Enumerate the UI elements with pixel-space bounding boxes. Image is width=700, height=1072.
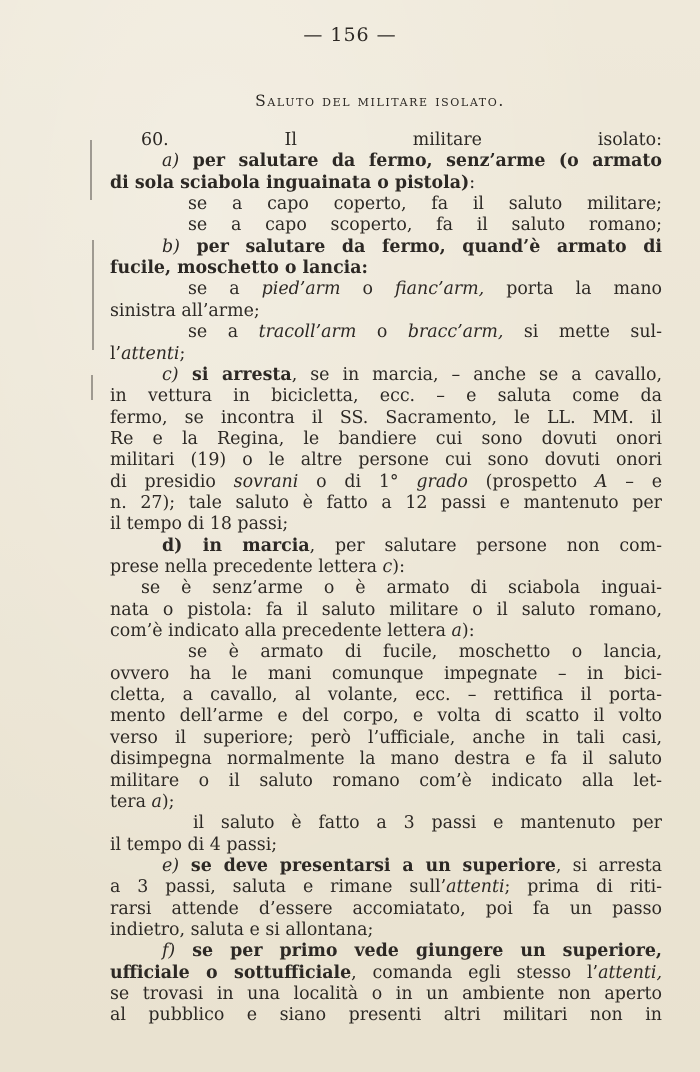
text-run: , per salutare persone non com- <box>309 535 662 556</box>
text-line <box>110 877 662 898</box>
page-number: — 156 — <box>303 24 397 46</box>
text-run: indietro, saluta e si allontana; <box>110 919 374 940</box>
text-line <box>110 899 662 920</box>
text-line <box>188 642 662 663</box>
text-run: il saluto è fatto a 3 passi e mantenuto per <box>193 813 662 834</box>
text-run: a) <box>162 151 180 172</box>
text-run: di sola sciabola inguainata o pistola) <box>110 172 470 193</box>
text-line <box>188 279 662 300</box>
text-line <box>110 963 662 984</box>
text-run: Re e la Regina, le bandiere cui sono dovuti onori <box>110 428 662 449</box>
text-run: n. 27); tale saluto è fatto a 12 passi e mantenuto per <box>110 492 662 513</box>
text-run: il tempo di 18 passi; <box>110 514 289 535</box>
text-line <box>110 685 662 706</box>
text-line <box>110 173 662 194</box>
text-run: verso il superiore; però l’ufficiale, anche in tali casi, <box>110 727 662 748</box>
text-run: tracoll’arm <box>258 322 357 343</box>
text-line <box>110 557 662 578</box>
text-run: c) <box>162 364 179 385</box>
text-run: a <box>151 791 162 812</box>
text-run: , si arresta <box>555 855 663 876</box>
text-run: militare o il saluto romano com’è indicato alla let- <box>110 770 662 791</box>
text-line <box>110 493 662 514</box>
text-line <box>110 835 662 856</box>
text-run: cletta, a cavallo, al volante, ecc. – rettifica il porta- <box>110 685 662 706</box>
text-run: b) <box>162 236 180 257</box>
text-run: ufficiale o sottufficiale <box>110 962 352 983</box>
text-line <box>110 621 662 642</box>
text-run: , se in marcia, – anche se a cavallo, <box>291 364 662 385</box>
text-run: attenti <box>121 343 180 364</box>
margin-pencil-mark <box>91 375 93 400</box>
text-run: se per primo vede giungere un superiore, <box>175 941 662 962</box>
text-line <box>193 813 662 834</box>
text-run: bracc’arm, <box>407 322 504 343</box>
text-line <box>110 728 662 749</box>
text-run: ); <box>161 791 175 812</box>
text-run: porta la mano <box>484 279 663 300</box>
text-line <box>110 301 662 322</box>
text-line <box>162 365 662 386</box>
text-run: per salutare da fermo, senz’arme (o armato <box>179 151 662 172</box>
text-line <box>110 664 662 685</box>
text-run: nata o pistola: fa il saluto militare o il saluto romano, <box>110 599 662 620</box>
text-line <box>110 920 662 941</box>
text-run: attenti <box>446 877 505 898</box>
text-run: c <box>382 557 393 577</box>
text-run: (prospetto <box>467 471 595 492</box>
text-line <box>110 258 662 279</box>
margin-pencil-mark <box>92 240 94 350</box>
text-line <box>110 706 662 727</box>
text-run: se a <box>188 322 259 343</box>
text-run: prese nella precedente lettera <box>110 557 383 577</box>
text-line <box>110 771 662 792</box>
text-line <box>110 792 662 813</box>
margin-pencil-mark <box>90 140 92 200</box>
text-run: se a <box>188 279 262 300</box>
text-run: al pubblico e siano presenti altri militari non in <box>110 1005 662 1026</box>
text-run: si arresta <box>178 364 292 385</box>
text-line <box>110 984 662 1005</box>
text-line <box>141 578 662 599</box>
text-run: rarsi attende d’essere accomiatato, poi fa un passo <box>110 898 662 919</box>
text-line <box>188 215 662 236</box>
text-run: ): <box>392 557 405 577</box>
text-run: se è armato di fucile, moschetto o lancia, <box>188 642 662 663</box>
text-run: fermo, se incontra il SS. Sacramento, le LL. MM. il <box>110 407 662 428</box>
text-run: : <box>469 172 476 193</box>
text-line <box>141 130 662 151</box>
text-line <box>110 472 662 493</box>
text-line <box>188 194 662 215</box>
text-line <box>110 450 662 471</box>
text-line <box>162 151 662 172</box>
text-run: o <box>356 322 408 343</box>
text-line <box>110 344 662 365</box>
text-run: a 3 passi, saluta e rimane sull’ <box>110 877 447 898</box>
text-run: l’ <box>110 343 122 364</box>
text-run: se a capo scoperto, fa il saluto romano; <box>188 215 662 236</box>
text-run: d) in marcia <box>162 535 310 556</box>
section-title: Saluto del militare isolato. <box>255 92 505 110</box>
text-run: il tempo di 4 passi; <box>110 834 278 855</box>
text-run: militari (19) o le altre persone cui sono dovuti onori <box>110 450 662 471</box>
text-line <box>110 1005 662 1026</box>
text-line <box>110 429 662 450</box>
text-run: ): <box>461 621 475 642</box>
text-run: mento dell’arme e del corpo, e volta di scatto il volto <box>110 706 662 727</box>
text-run: fucile, moschetto o lancia: <box>110 258 368 279</box>
text-run: com’è indicato alla precedente lettera <box>110 621 452 642</box>
text-line <box>188 322 662 343</box>
text-line <box>162 856 662 877</box>
text-line <box>110 514 662 535</box>
text-run: per salutare da fermo, quand’è armato di <box>179 236 662 257</box>
text-run: fianc’arm, <box>395 279 485 300</box>
text-run: se trovasi in una località o in un ambiente non aperto <box>110 984 662 1004</box>
text-run: sovrani <box>233 471 299 492</box>
text-line <box>110 408 662 429</box>
text-run: tera <box>110 791 152 812</box>
text-run: ; <box>179 343 186 364</box>
text-run: se deve presentarsi a un superiore <box>179 855 556 876</box>
text-run: attenti, <box>598 962 662 983</box>
text-run: A <box>594 471 608 492</box>
text-run: si mette sul- <box>503 322 662 343</box>
text-line <box>110 600 662 621</box>
text-line <box>162 536 662 557</box>
text-run: , comanda egli stesso l’ <box>351 962 599 983</box>
text-run: e) <box>162 855 180 876</box>
text-run: se a capo coperto, fa il saluto militare; <box>188 194 662 215</box>
text-run: ; prima di riti- <box>504 877 663 898</box>
text-run: a <box>451 621 462 642</box>
text-line <box>162 941 662 962</box>
text-run: sinistra all’arme; <box>110 300 260 321</box>
text-run: di presidio <box>110 471 234 492</box>
text-line <box>110 749 662 770</box>
text-run: grado <box>416 471 468 492</box>
text-run: ovvero ha le mani comunque impegnate – in bici- <box>110 663 662 684</box>
text-run: o <box>340 279 396 300</box>
text-run: o di 1° <box>298 471 417 492</box>
text-run: pied’arm <box>261 279 341 300</box>
text-run: f) <box>162 941 176 962</box>
text-run: in vettura in bicicletta, ecc. – e saluta come da <box>110 386 662 407</box>
text-line <box>110 386 662 407</box>
text-run: 60. Il militare isolato: <box>141 130 662 150</box>
text-run: disimpegna normalmente la mano destra e fa il saluto <box>110 749 662 770</box>
text-run: – e <box>607 471 662 492</box>
text-line <box>162 237 662 258</box>
text-run: se è senz’arme o è armato di sciabola inguai- <box>141 578 662 599</box>
